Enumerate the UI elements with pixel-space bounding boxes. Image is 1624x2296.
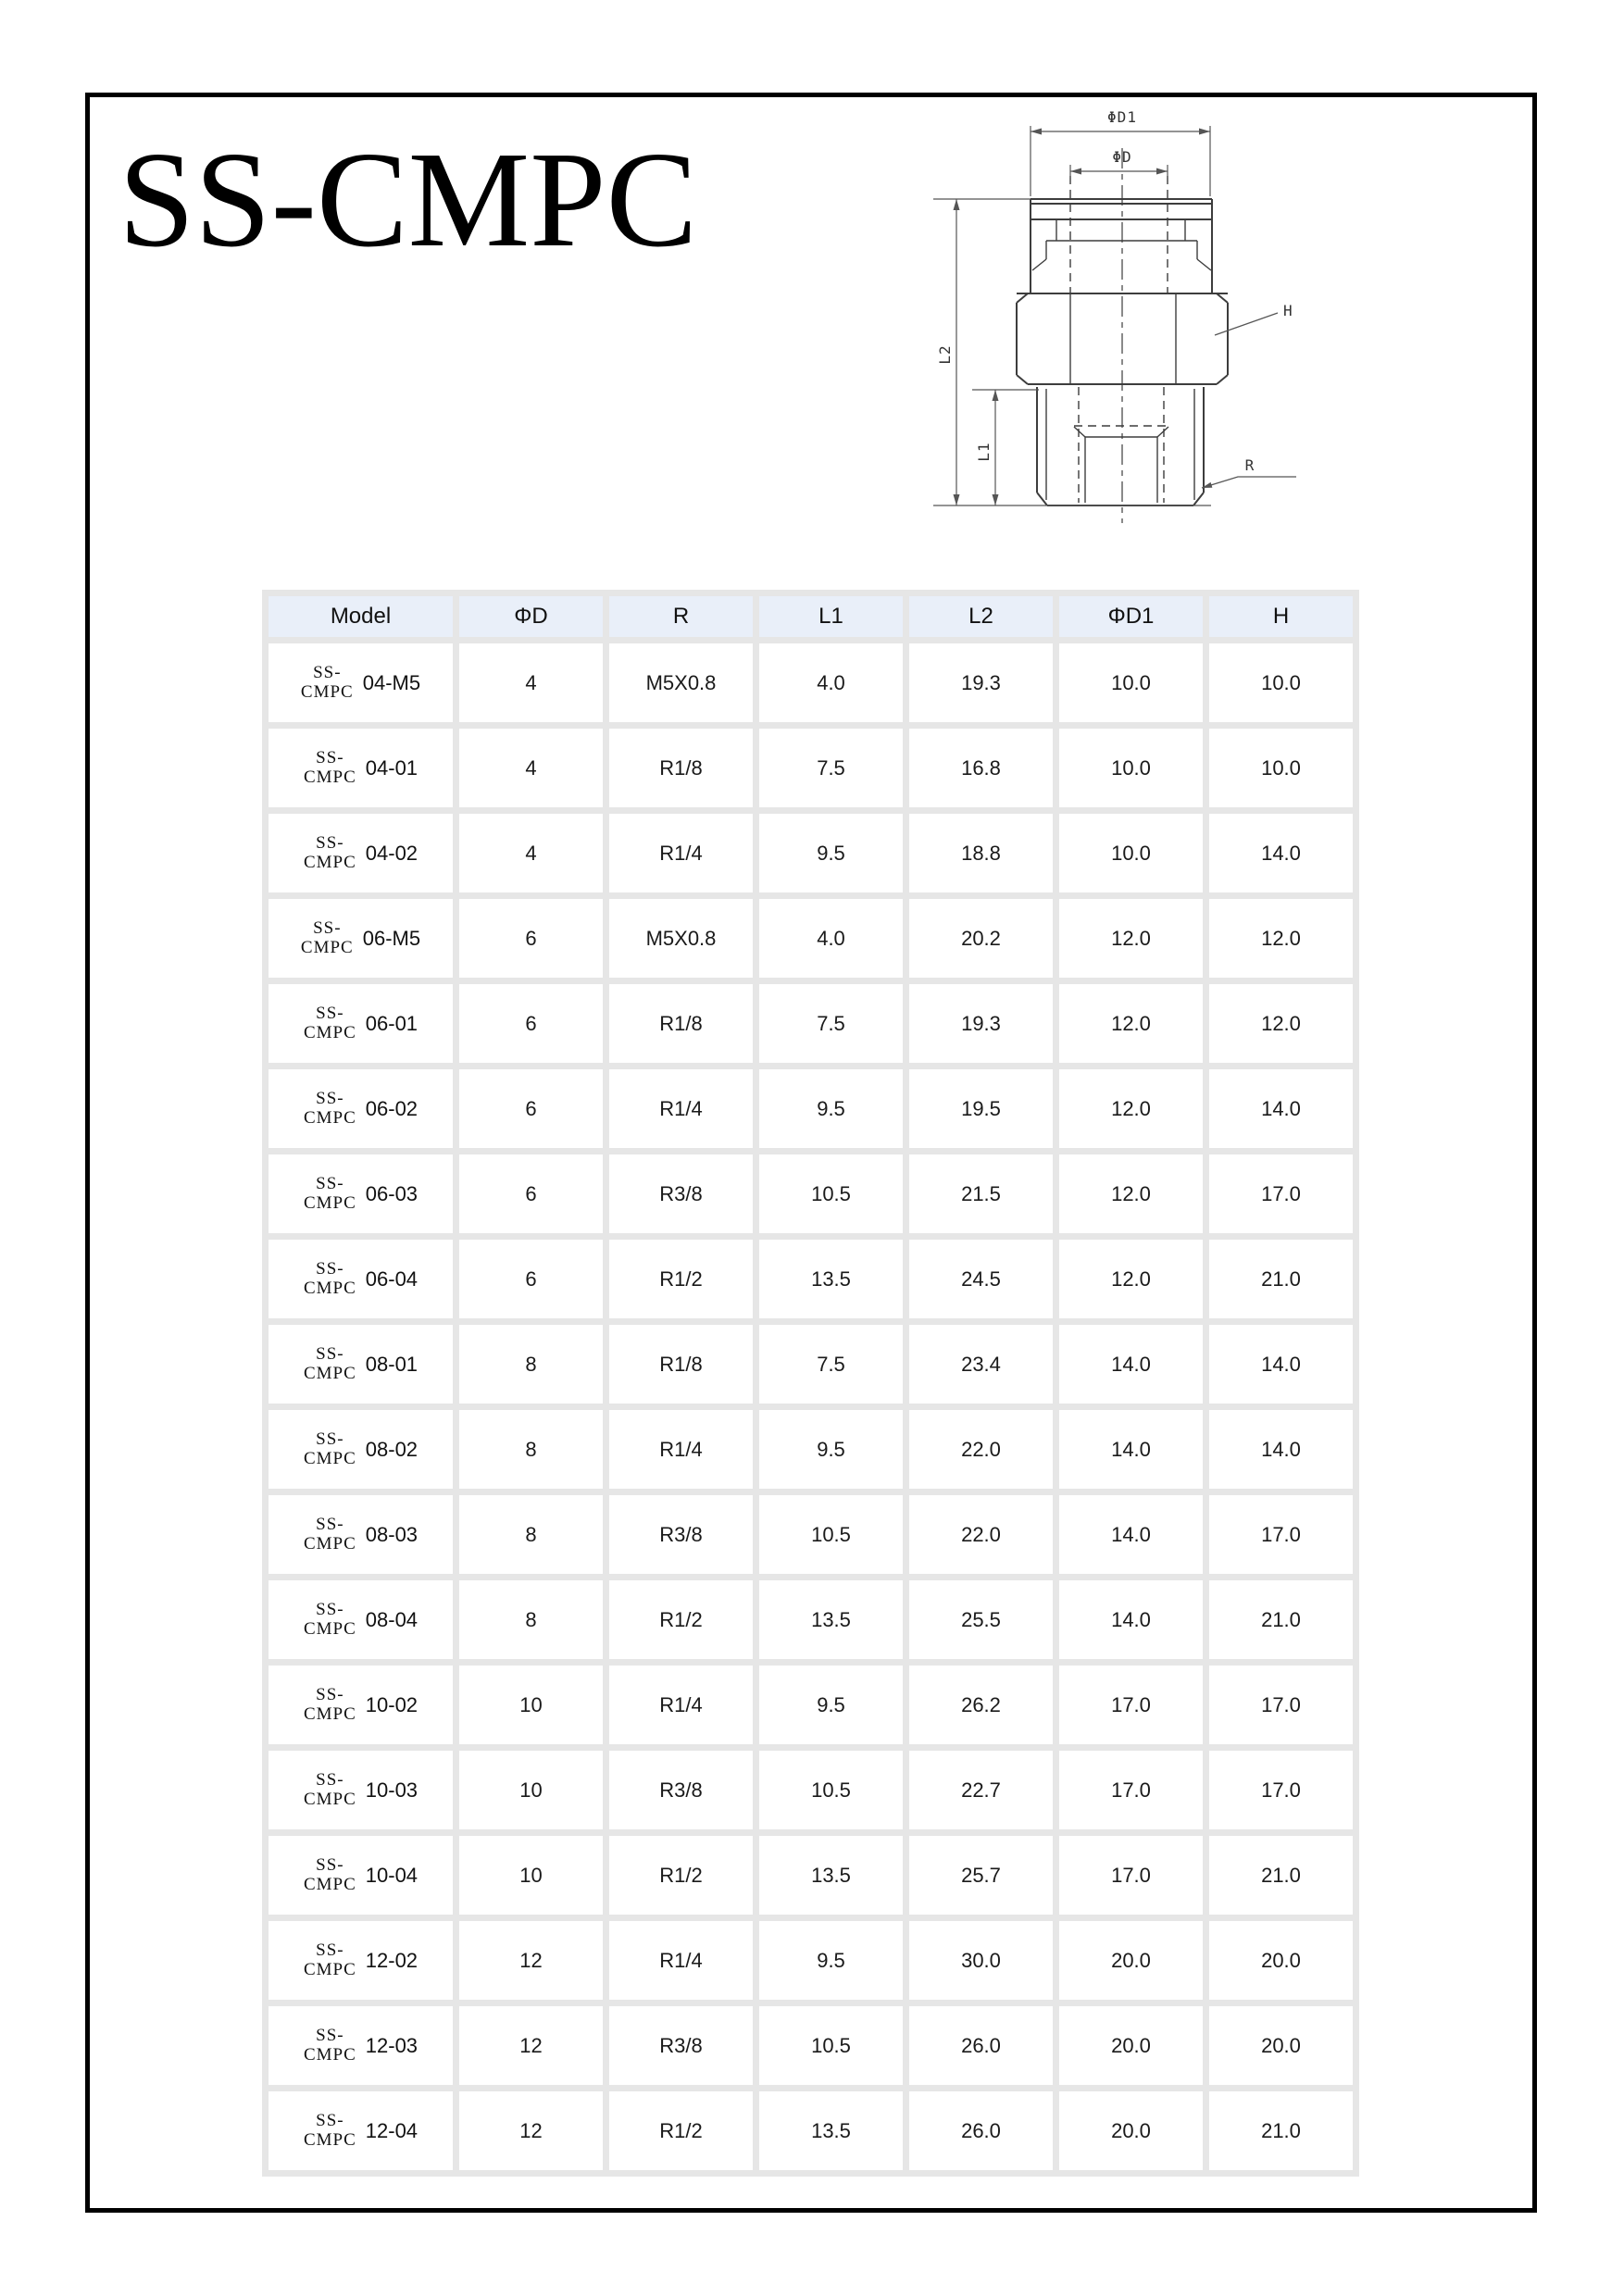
value-cell-phi_d1: 12.0 — [1059, 1154, 1203, 1233]
value-cell-r: M5X0.8 — [609, 643, 753, 722]
model-cell — [269, 1836, 453, 1915]
value-cell-l1: 9.5 — [759, 1921, 903, 2000]
value-cell-phi_d: 10 — [459, 1751, 603, 1829]
model-prefix: SS- CMPC — [300, 917, 354, 957]
model-suffix: 10-03 — [365, 1778, 418, 1802]
value-cell-l2: 30.0 — [909, 1921, 1053, 2000]
value-cell-l1: 9.5 — [759, 1666, 903, 1744]
value-cell-r: R1/2 — [609, 1836, 753, 1915]
dim-label-r: R — [1244, 456, 1255, 474]
table-row — [269, 1836, 1353, 1915]
value-cell-l2: 25.7 — [909, 1836, 1053, 1915]
value-cell-l1: 9.5 — [759, 814, 903, 892]
table-row — [269, 1666, 1353, 1744]
header-phi-d: ΦD — [459, 596, 603, 637]
model-cell — [269, 1921, 453, 2000]
value-cell-h: 20.0 — [1209, 1921, 1353, 2000]
value-cell-h: 20.0 — [1209, 2006, 1353, 2085]
value-cell-phi_d1: 17.0 — [1059, 1666, 1203, 1744]
model-cell — [269, 1069, 453, 1148]
value-cell-r: R3/8 — [609, 1154, 753, 1233]
value-cell-l2: 22.7 — [909, 1751, 1053, 1829]
dim-label-phi-d1: ΦD1 — [1107, 108, 1137, 126]
model-suffix: 06-03 — [365, 1181, 418, 1205]
value-cell-l1: 9.5 — [759, 1410, 903, 1489]
value-cell-h: 21.0 — [1209, 1240, 1353, 1318]
table-row — [269, 729, 1353, 807]
value-cell-r: R1/4 — [609, 1666, 753, 1744]
value-cell-r: R1/8 — [609, 1325, 753, 1404]
model-suffix: 06-01 — [365, 1011, 418, 1035]
value-cell-r: R1/2 — [609, 1240, 753, 1318]
value-cell-l2: 26.0 — [909, 2006, 1053, 2085]
value-cell-phi_d1: 10.0 — [1059, 814, 1203, 892]
model-prefix: SS- CMPC — [303, 1854, 356, 1894]
dim-label-h: H — [1283, 302, 1293, 319]
value-cell-h: 12.0 — [1209, 984, 1353, 1063]
model-prefix: SS- CMPC — [300, 662, 354, 702]
model-prefix: SS- CMPC — [303, 2025, 356, 2065]
model-cell — [269, 2006, 453, 2085]
value-cell-l1: 10.5 — [759, 1495, 903, 1574]
header-l1: L1 — [759, 596, 903, 637]
table-row — [269, 984, 1353, 1063]
value-cell-phi_d1: 17.0 — [1059, 1836, 1203, 1915]
dim-label-l1: L1 — [975, 442, 993, 462]
table-body — [269, 643, 1353, 2170]
value-cell-phi_d1: 10.0 — [1059, 729, 1203, 807]
technical-drawing — [917, 93, 1352, 537]
spec-table — [262, 590, 1359, 2177]
value-cell-h: 10.0 — [1209, 729, 1353, 807]
value-cell-l2: 26.0 — [909, 2091, 1053, 2170]
model-suffix: 10-02 — [365, 1692, 418, 1716]
table-row — [269, 1325, 1353, 1404]
model-prefix: SS- CMPC — [303, 1173, 356, 1213]
value-cell-r: R1/2 — [609, 2091, 753, 2170]
value-cell-h: 12.0 — [1209, 899, 1353, 978]
value-cell-l2: 18.8 — [909, 814, 1053, 892]
value-cell-r: R1/2 — [609, 1580, 753, 1659]
table-row — [269, 1240, 1353, 1318]
value-cell-phi_d1: 14.0 — [1059, 1325, 1203, 1404]
value-cell-l2: 21.5 — [909, 1154, 1053, 1233]
header-r: R — [609, 596, 753, 637]
value-cell-phi_d1: 12.0 — [1059, 1069, 1203, 1148]
model-cell — [269, 1666, 453, 1744]
value-cell-phi_d: 6 — [459, 1069, 603, 1148]
value-cell-phi_d1: 12.0 — [1059, 984, 1203, 1063]
value-cell-phi_d: 10 — [459, 1836, 603, 1915]
value-cell-r: R3/8 — [609, 2006, 753, 2085]
value-cell-phi_d: 12 — [459, 2006, 603, 2085]
table-row — [269, 814, 1353, 892]
value-cell-l1: 10.5 — [759, 1154, 903, 1233]
model-cell — [269, 1325, 453, 1404]
table-row — [269, 1921, 1353, 2000]
model-suffix: 04-01 — [365, 755, 418, 780]
value-cell-phi_d1: 20.0 — [1059, 2006, 1203, 2085]
value-cell-phi_d: 12 — [459, 2091, 603, 2170]
value-cell-l1: 4.0 — [759, 899, 903, 978]
value-cell-phi_d1: 12.0 — [1059, 1240, 1203, 1318]
table-row — [269, 2006, 1353, 2085]
model-suffix: 06-04 — [365, 1267, 418, 1291]
model-cell — [269, 1751, 453, 1829]
value-cell-h: 14.0 — [1209, 1410, 1353, 1489]
dim-label-phi-d: ΦD — [1112, 148, 1132, 166]
value-cell-l2: 23.4 — [909, 1325, 1053, 1404]
value-cell-l2: 22.0 — [909, 1410, 1053, 1489]
value-cell-l1: 13.5 — [759, 1240, 903, 1318]
value-cell-r: R1/4 — [609, 1410, 753, 1489]
value-cell-phi_d: 6 — [459, 1154, 603, 1233]
value-cell-l1: 13.5 — [759, 1836, 903, 1915]
value-cell-h: 17.0 — [1209, 1666, 1353, 1744]
table-row — [269, 899, 1353, 978]
value-cell-l1: 13.5 — [759, 2091, 903, 2170]
value-cell-phi_d: 8 — [459, 1325, 603, 1404]
model-cell — [269, 1495, 453, 1574]
value-cell-phi_d1: 14.0 — [1059, 1580, 1203, 1659]
header-h: H — [1209, 596, 1353, 637]
value-cell-h: 10.0 — [1209, 643, 1353, 722]
model-cell — [269, 899, 453, 978]
table-row — [269, 2091, 1353, 2170]
value-cell-phi_d: 8 — [459, 1495, 603, 1574]
value-cell-h: 17.0 — [1209, 1751, 1353, 1829]
value-cell-h: 21.0 — [1209, 2091, 1353, 2170]
table-row — [269, 1751, 1353, 1829]
value-cell-phi_d1: 12.0 — [1059, 899, 1203, 978]
model-cell — [269, 2091, 453, 2170]
value-cell-r: R3/8 — [609, 1495, 753, 1574]
model-cell — [269, 1240, 453, 1318]
value-cell-l2: 25.5 — [909, 1580, 1053, 1659]
model-prefix: SS- CMPC — [303, 1429, 356, 1468]
model-prefix: SS- CMPC — [303, 1343, 356, 1383]
value-cell-phi_d: 6 — [459, 984, 603, 1063]
value-cell-phi_d1: 20.0 — [1059, 2091, 1203, 2170]
value-cell-l2: 24.5 — [909, 1240, 1053, 1318]
model-suffix: 08-01 — [365, 1352, 418, 1376]
model-suffix: 04-02 — [365, 841, 418, 865]
value-cell-h: 14.0 — [1209, 814, 1353, 892]
model-suffix: 12-02 — [365, 1948, 418, 1972]
model-prefix: SS- CMPC — [303, 1684, 356, 1724]
model-prefix: SS- CMPC — [303, 747, 356, 787]
fitting-diagram — [917, 93, 1352, 537]
header-l2: L2 — [909, 596, 1053, 637]
model-cell — [269, 643, 453, 722]
dim-label-l2: L2 — [936, 344, 954, 365]
model-prefix: SS- CMPC — [303, 1940, 356, 1979]
model-suffix: 04-M5 — [362, 670, 421, 694]
header-model: Model — [269, 596, 453, 637]
value-cell-l1: 7.5 — [759, 984, 903, 1063]
model-suffix: 06-M5 — [362, 926, 421, 950]
model-suffix: 06-02 — [365, 1096, 418, 1120]
table-row — [269, 1154, 1353, 1233]
value-cell-phi_d1: 14.0 — [1059, 1410, 1203, 1489]
value-cell-phi_d1: 20.0 — [1059, 1921, 1203, 2000]
value-cell-l2: 22.0 — [909, 1495, 1053, 1574]
value-cell-phi_d: 4 — [459, 643, 603, 722]
value-cell-phi_d: 8 — [459, 1580, 603, 1659]
model-suffix: 10-04 — [365, 1863, 418, 1887]
model-cell — [269, 1410, 453, 1489]
model-cell — [269, 984, 453, 1063]
model-suffix: 12-03 — [365, 2033, 418, 2057]
table-row — [269, 1410, 1353, 1489]
value-cell-l2: 19.5 — [909, 1069, 1053, 1148]
table-header-row — [269, 596, 1353, 637]
value-cell-phi_d: 6 — [459, 899, 603, 978]
model-prefix: SS- CMPC — [303, 2110, 356, 2150]
value-cell-r: M5X0.8 — [609, 899, 753, 978]
value-cell-l2: 20.2 — [909, 899, 1053, 978]
value-cell-phi_d: 10 — [459, 1666, 603, 1744]
model-suffix: 08-02 — [365, 1437, 418, 1461]
value-cell-l2: 19.3 — [909, 643, 1053, 722]
model-prefix: SS- CMPC — [303, 1003, 356, 1042]
value-cell-r: R1/4 — [609, 1069, 753, 1148]
value-cell-phi_d1: 17.0 — [1059, 1751, 1203, 1829]
value-cell-l1: 10.5 — [759, 1751, 903, 1829]
value-cell-h: 14.0 — [1209, 1069, 1353, 1148]
value-cell-phi_d1: 10.0 — [1059, 643, 1203, 722]
value-cell-r: R1/8 — [609, 729, 753, 807]
model-cell — [269, 1580, 453, 1659]
value-cell-phi_d: 6 — [459, 1240, 603, 1318]
value-cell-l2: 16.8 — [909, 729, 1053, 807]
value-cell-h: 21.0 — [1209, 1836, 1353, 1915]
value-cell-r: R1/8 — [609, 984, 753, 1063]
value-cell-r: R1/4 — [609, 814, 753, 892]
value-cell-h: 17.0 — [1209, 1495, 1353, 1574]
value-cell-r: R3/8 — [609, 1751, 753, 1829]
value-cell-phi_d: 4 — [459, 814, 603, 892]
header-phi-d1: ΦD1 — [1059, 596, 1203, 637]
model-suffix: 08-04 — [365, 1607, 418, 1631]
page-title: SS-CMPC — [119, 124, 698, 276]
value-cell-l1: 4.0 — [759, 643, 903, 722]
value-cell-phi_d1: 14.0 — [1059, 1495, 1203, 1574]
value-cell-l1: 7.5 — [759, 1325, 903, 1404]
model-cell — [269, 1154, 453, 1233]
value-cell-phi_d: 12 — [459, 1921, 603, 2000]
model-prefix: SS- CMPC — [303, 1599, 356, 1639]
model-cell — [269, 814, 453, 892]
value-cell-h: 17.0 — [1209, 1154, 1353, 1233]
value-cell-h: 14.0 — [1209, 1325, 1353, 1404]
value-cell-l2: 26.2 — [909, 1666, 1053, 1744]
model-suffix: 08-03 — [365, 1522, 418, 1546]
model-suffix: 12-04 — [365, 2118, 418, 2142]
table-row — [269, 1495, 1353, 1574]
value-cell-l1: 9.5 — [759, 1069, 903, 1148]
value-cell-phi_d: 4 — [459, 729, 603, 807]
value-cell-r: R1/4 — [609, 1921, 753, 2000]
model-prefix: SS- CMPC — [303, 1514, 356, 1554]
value-cell-l1: 10.5 — [759, 2006, 903, 2085]
value-cell-l1: 7.5 — [759, 729, 903, 807]
value-cell-phi_d: 8 — [459, 1410, 603, 1489]
model-prefix: SS- CMPC — [303, 1769, 356, 1809]
model-cell — [269, 729, 453, 807]
value-cell-l2: 19.3 — [909, 984, 1053, 1063]
model-prefix: SS- CMPC — [303, 1088, 356, 1128]
model-prefix: SS- CMPC — [303, 832, 356, 872]
value-cell-h: 21.0 — [1209, 1580, 1353, 1659]
model-prefix: SS- CMPC — [303, 1258, 356, 1298]
table-row — [269, 1580, 1353, 1659]
table-row — [269, 1069, 1353, 1148]
table-row — [269, 643, 1353, 722]
value-cell-l1: 13.5 — [759, 1580, 903, 1659]
